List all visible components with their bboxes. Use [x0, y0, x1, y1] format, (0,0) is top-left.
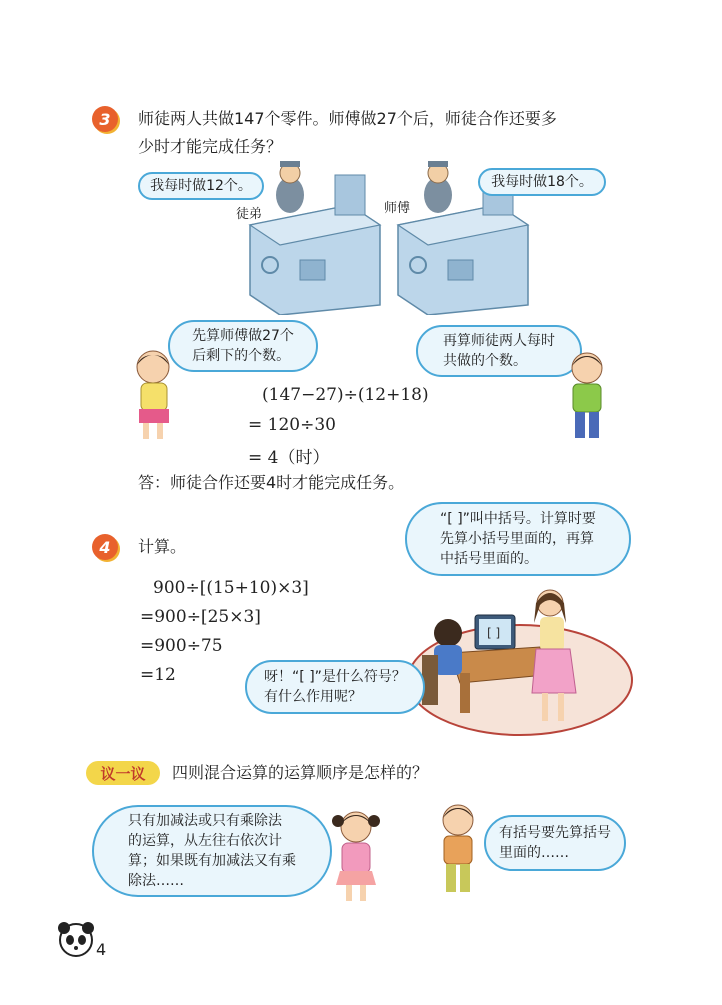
girl-hint-line2: 后剩下的个数。 [192, 348, 291, 364]
problem-4-badge: 4 [92, 534, 118, 560]
p4-calc-line4: =12 [140, 665, 176, 685]
discuss-left-line3: 算；如果既有加减法又有乘 [128, 853, 296, 869]
student-speech-bubble [245, 660, 425, 714]
discuss-left-line1: 只有加减法或只有乘除法 [128, 813, 282, 829]
teacher-speech-bubble [405, 502, 631, 576]
discuss-left-line4: 除法…… [128, 873, 184, 889]
p3-calc-line1: (147−27)÷(12+18) [262, 385, 429, 405]
discuss-badge [86, 761, 160, 785]
problem-3-badge: 3 [92, 106, 118, 132]
discuss-right-line1: 有括号要先算括号 [499, 825, 611, 841]
p4-calc-line2: =900÷[25×3] [140, 607, 261, 627]
student-line1: 呀！“[ ]”是什么符号？ [264, 669, 406, 685]
teacher-line2: 先算小括号里面的，再算 [440, 531, 595, 547]
teacher-line1: “[ ]”叫中括号。计算时要 [440, 511, 596, 527]
master-speech-text: 我每时做18个。 [491, 174, 593, 190]
p3-answer: 答：师徒合作还要4时才能完成任务。 [138, 473, 405, 492]
discuss-boy-illustration [428, 800, 490, 900]
discuss-girl-illustration [322, 805, 390, 905]
apprentice-label: 徒弟 [236, 207, 263, 222]
discuss-question: 四则混合运算的运算顺序是怎样的？ [172, 763, 429, 782]
p3-calc-line2: = 120÷30 [248, 415, 336, 435]
teacher-line3: 中括号里面的。 [440, 551, 539, 567]
page-number: 4 [96, 940, 107, 959]
classroom-illustration [390, 575, 635, 740]
screen-text: [ ] [487, 626, 501, 640]
p4-calc-line1: 900÷[(15+10)×3] [153, 578, 309, 598]
discuss-left-bubble [92, 805, 332, 897]
student-line2: 有什么作用呢？ [264, 689, 363, 705]
apprentice-speech-text: 我每时做12个。 [150, 178, 252, 194]
girl-hint-line1: 先算师傅做27个 [192, 328, 294, 344]
problem-4-title: 计算。 [138, 537, 187, 556]
problem-3-text-line1: 师徒两人共做147个零件。师傅做27个后，师徒合作还要多 [138, 109, 557, 128]
p3-calc-line3: = 4（时） [248, 448, 330, 468]
problem-3-text-line2: 少时才能完成任务？ [138, 137, 283, 156]
boy-illustration [555, 348, 615, 444]
discuss-badge-text: 议一议 [100, 764, 146, 783]
girl-illustration [125, 345, 185, 445]
apprentice-machine [250, 161, 380, 315]
master-label: 师傅 [384, 201, 411, 216]
master-speech-bubble [478, 168, 606, 196]
discuss-right-bubble [484, 815, 626, 871]
discuss-left-line2: 的运算，从左往右依次计 [128, 833, 282, 849]
p4-calc-line3: =900÷75 [140, 636, 223, 656]
girl-hint-bubble [168, 320, 318, 372]
boy-hint-line2: 共做的个数。 [443, 353, 527, 369]
discuss-right-line2: 里面的…… [499, 845, 569, 861]
boy-hint-line1: 再算师徒两人每时 [443, 333, 555, 349]
apprentice-speech-bubble [138, 172, 264, 200]
panda-icon [56, 920, 96, 960]
